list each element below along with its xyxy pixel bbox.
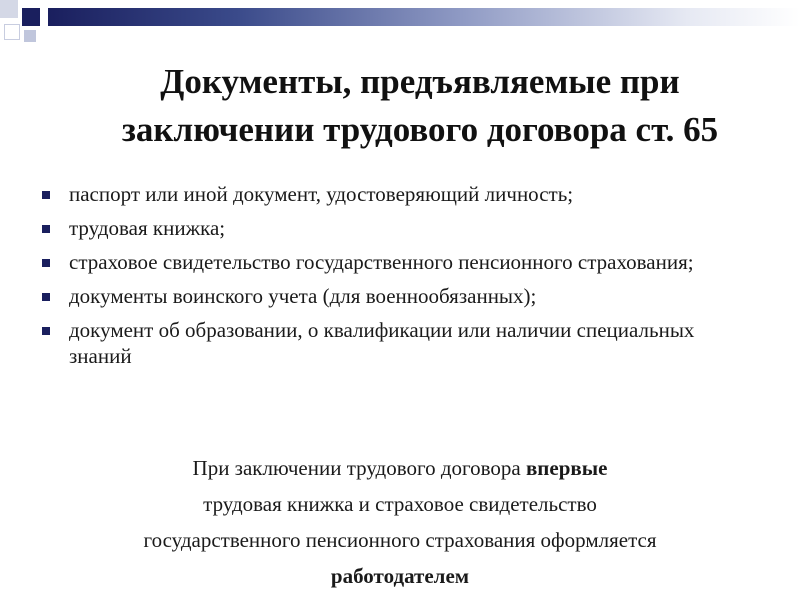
note-line bbox=[40, 450, 760, 486]
header-decoration bbox=[0, 0, 800, 60]
list-item-text: документы воинского учета (для военнообязанных); bbox=[69, 284, 537, 308]
list-item-text: трудовая книжка; bbox=[69, 216, 226, 240]
list-item bbox=[40, 181, 760, 207]
square-bullet-icon bbox=[42, 225, 50, 233]
note-line bbox=[40, 558, 760, 594]
list-item bbox=[40, 215, 760, 241]
document-list bbox=[40, 181, 760, 377]
list-item bbox=[40, 317, 760, 369]
slide-title-line: заключении трудового договора ст. 65 bbox=[121, 110, 719, 149]
note-line: государственного пенсионного страхования оформляется bbox=[143, 528, 657, 552]
list-item bbox=[40, 249, 760, 275]
square-bullet-icon bbox=[42, 259, 50, 267]
slide-title-line: Документы, предъявляемые при bbox=[160, 62, 680, 101]
note-emphasis: работодателем bbox=[330, 564, 470, 588]
list-item-text: документ об образовании, о квалификации или наличии специальных знаний bbox=[69, 318, 695, 368]
note-text: При заключении трудового договора bbox=[192, 456, 526, 480]
square-bullet-icon bbox=[42, 191, 50, 199]
note-line: трудовая книжка и страховое свидетельство bbox=[203, 492, 597, 516]
note-paragraph bbox=[40, 450, 760, 594]
decor-square bbox=[4, 24, 20, 40]
list-item-text: страховое свидетельство государственного пенсионного страхования; bbox=[69, 250, 694, 274]
slide-title bbox=[60, 58, 780, 154]
decor-square bbox=[22, 8, 40, 26]
decor-square bbox=[0, 0, 18, 18]
list-item bbox=[40, 283, 760, 309]
decor-square bbox=[24, 30, 36, 42]
note-emphasis: впервые bbox=[525, 456, 608, 480]
square-bullet-icon bbox=[42, 293, 50, 301]
gradient-band bbox=[48, 8, 800, 26]
list-item-text: паспорт или иной документ, удостоверяющий личность; bbox=[69, 182, 574, 206]
square-bullet-icon bbox=[42, 327, 50, 335]
